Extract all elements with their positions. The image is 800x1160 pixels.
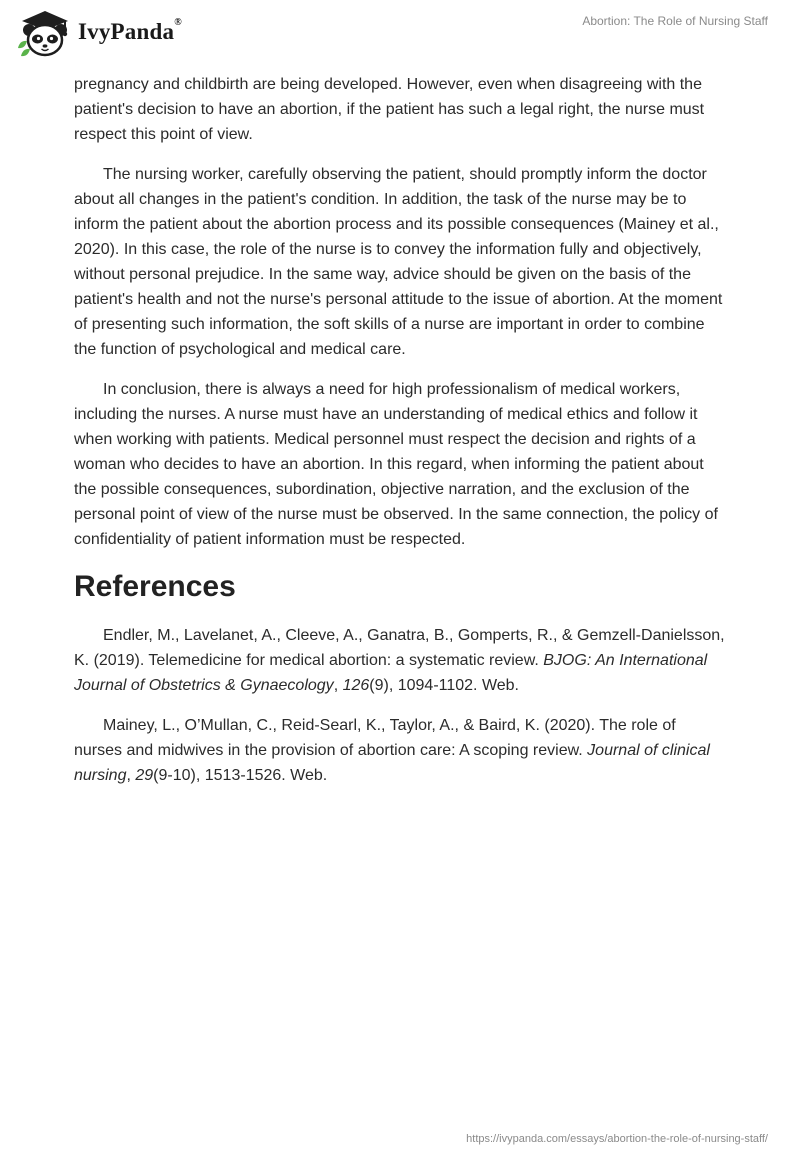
reference-volume: 126 xyxy=(342,677,370,694)
reference-rest: (9-10), 1513-1526. Web. xyxy=(153,767,328,784)
registered-mark: ® xyxy=(174,17,182,28)
reference-endler xyxy=(74,623,726,698)
reference-authors: Endler, M., Lavelanet, A., Cleeve, A., Ganatra, B., Gomperts, R., & Gemzell-Danielsson, K. (2019). Telemedicine for medical abortion: a systematic review. xyxy=(74,627,725,669)
source-url[interactable]: https://ivypanda.com/essays/abortion-the-role-of-nursing-staff/ xyxy=(466,1133,768,1145)
reference-sep: , xyxy=(126,767,136,784)
reference-journal: Journal of clinical nursing xyxy=(74,742,710,784)
reference-mainey xyxy=(74,713,726,788)
brand-text: IvyPanda xyxy=(78,19,175,44)
document-title: Abortion: The Role of Nursing Staff xyxy=(582,14,768,28)
ivypanda-logo-icon xyxy=(14,8,76,58)
essay-content xyxy=(74,72,726,803)
page-header xyxy=(0,0,800,70)
reference-journal: BJOG: An International Journal of Obstetrics & Gynaecology xyxy=(74,652,708,694)
references-heading: References xyxy=(74,570,236,603)
reference-sep: , xyxy=(333,677,343,694)
paragraph-nursing-worker: The nursing worker, carefully observing the patient, should promptly inform the doctor about all changes in the patient's condition. In addition, the task of the nurse may be to inform the patient about the abortion process and its possible consequences (Mainey et al., 2020). In this case, the role of the nurse is to convey the information fully and objectively, without personal prejudice. In the same way, advice should be given on the basis of the patient's health and not the nurse's personal attitude to the issue of abortion. At the moment of presenting such information, the soft skills of a nurse are important in order to combine the function of psychological and medical care. xyxy=(74,166,723,358)
reference-rest: (9), 1094-1102. Web. xyxy=(369,677,519,694)
reference-volume: 29 xyxy=(135,767,154,784)
paragraph-conclusion: In conclusion, there is always a need for high professionalism of medical workers, including the nurses. A nurse must have an understanding of medical ethics and follow it when working with patients. Medical personnel must respect the decision and rights of a woman who decides to have an abortion. In this regard, when informing the patient about the possible consequences, subordination, objective narration, and the exclusion of the personal point of view of the nurse must be observed. In the same connection, the policy of confidentiality of patient information must be respected. xyxy=(74,381,718,548)
brand-name[interactable] xyxy=(78,19,182,45)
paragraph-continuation: pregnancy and childbirth are being developed. However, even when disagreeing with the patient's decision to have an abortion, if the patient has such a legal right, the nurse must respect this point of view. xyxy=(74,76,705,143)
reference-authors: Mainey, L., O’Mullan, C., Reid-Searl, K., Taylor, A., & Baird, K. (2020). The role of nurses and midwives in the provision of abortion care: A scoping review. xyxy=(74,717,676,759)
